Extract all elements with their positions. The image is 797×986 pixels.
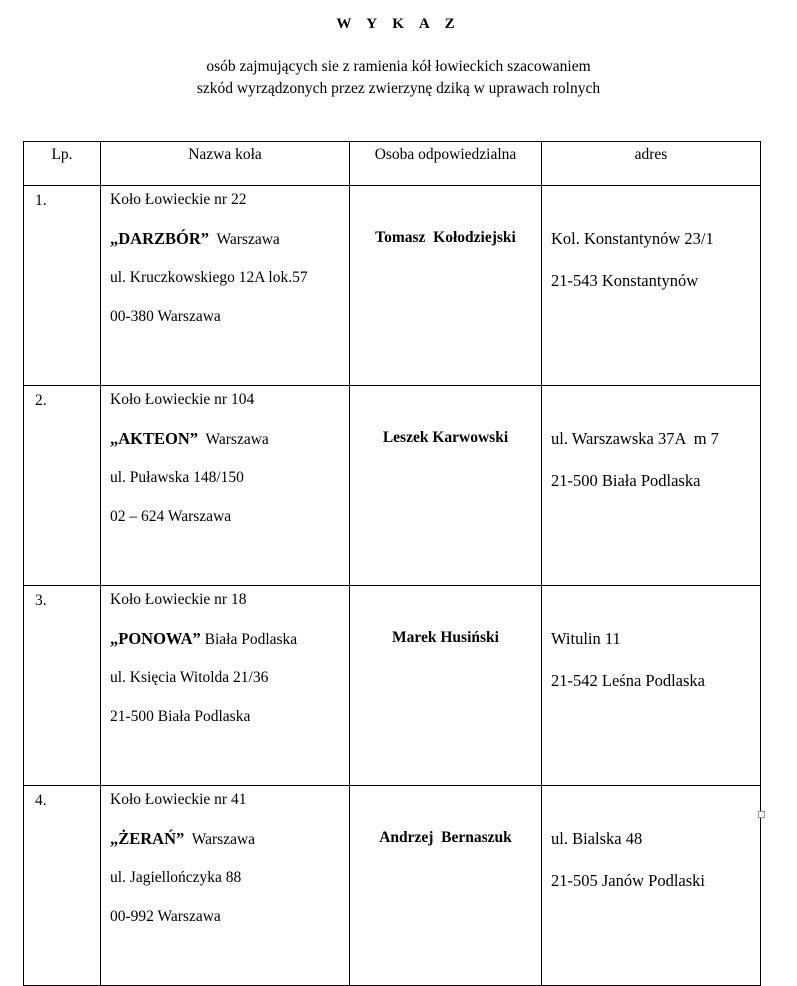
- club-name: „DARZBÓR”: [110, 229, 210, 248]
- club-street: ul. Jagiellończyka 88: [110, 869, 242, 886]
- table-row: [24, 186, 761, 386]
- club-postal: 02 – 624 Warszawa: [110, 508, 232, 525]
- table-row: [24, 786, 761, 986]
- club-cell: [101, 186, 350, 386]
- club-city: Warszawa: [184, 831, 256, 848]
- address-line-2: 21-505 Janów Podlaski: [551, 871, 705, 890]
- club-cell: [101, 786, 350, 986]
- address-cell: [542, 786, 761, 986]
- club-street: ul. Kruczkowskiego 12A lok.57: [110, 269, 308, 286]
- address-line-2: 21-500 Biała Podlaska: [551, 471, 701, 490]
- club-cell: [101, 386, 350, 586]
- header-responsible-person: Osoba odpowiedzialna: [350, 142, 542, 186]
- club-name: „ŻERAŃ”: [110, 829, 185, 848]
- club-name-line: [110, 425, 349, 464]
- address-line-2: 21-543 Konstantynów: [551, 271, 699, 290]
- club-postal: 00-992 Warszawa: [110, 908, 221, 925]
- row-number: 1.: [24, 186, 101, 386]
- table-row: [24, 386, 761, 586]
- address-cell: [542, 186, 761, 386]
- document-subtitle-line-1: osób zajmujących sie z ramienia kół łowieckich szacowaniem: [206, 58, 591, 75]
- club-cell: [101, 586, 350, 786]
- header-club-name: Nazwa koła: [101, 142, 350, 186]
- club-name-line: [110, 225, 349, 264]
- document-title: W Y K A Z: [336, 16, 461, 32]
- document-subtitle-line-2: szkód wyrządzonych przez zwierzynę dziką w uprawach rolnych: [196, 80, 601, 97]
- club-city: Warszawa: [209, 231, 280, 248]
- responsible-person: Andrzej Bernaszuk: [350, 786, 542, 986]
- club-title: Koło Łowieckie nr 22: [110, 191, 247, 208]
- address-line-1: Kol. Konstantynów 23/1: [551, 229, 714, 248]
- club-name-line: [110, 625, 349, 664]
- responsible-person: Marek Husiński: [350, 586, 542, 786]
- row-number: 3.: [24, 586, 101, 786]
- responsible-person: Tomasz Kołodziejski: [350, 186, 542, 386]
- club-name: „PONOWA”: [110, 629, 201, 648]
- club-street: ul. Puławska 148/150: [110, 469, 244, 486]
- address-cell: [542, 586, 761, 786]
- club-title: Koło Łowieckie nr 41: [110, 791, 247, 808]
- table-header-row: [24, 142, 761, 186]
- club-title: Koło Łowieckie nr 104: [110, 391, 255, 408]
- responsible-person: Leszek Karwowski: [350, 386, 542, 586]
- header-lp: Lp.: [24, 142, 101, 186]
- club-postal: 21-500 Biała Podlaska: [110, 708, 251, 725]
- row-number: 4.: [24, 786, 101, 986]
- row-number: 2.: [24, 386, 101, 586]
- hunting-clubs-table: [23, 141, 761, 986]
- club-name: „AKTEON”: [110, 429, 199, 448]
- address-line-1: ul. Bialska 48: [551, 829, 643, 848]
- club-title: Koło Łowieckie nr 18: [110, 591, 247, 608]
- address-line-1: Witulin 11: [551, 629, 621, 648]
- club-street: ul. Księcia Witolda 21/36: [110, 669, 269, 686]
- club-name-line: [110, 825, 349, 864]
- table-row: [24, 586, 761, 786]
- table-resize-handle[interactable]: [758, 811, 765, 818]
- address-cell: [542, 386, 761, 586]
- address-line-2: 21-542 Leśna Podlaska: [551, 671, 705, 690]
- club-postal: 00-380 Warszawa: [110, 308, 221, 325]
- club-city: Biała Podlaska: [200, 631, 298, 648]
- address-line-1: ul. Warszawska 37A m 7: [551, 429, 719, 448]
- header-address: adres: [542, 142, 761, 186]
- club-city: Warszawa: [198, 431, 269, 448]
